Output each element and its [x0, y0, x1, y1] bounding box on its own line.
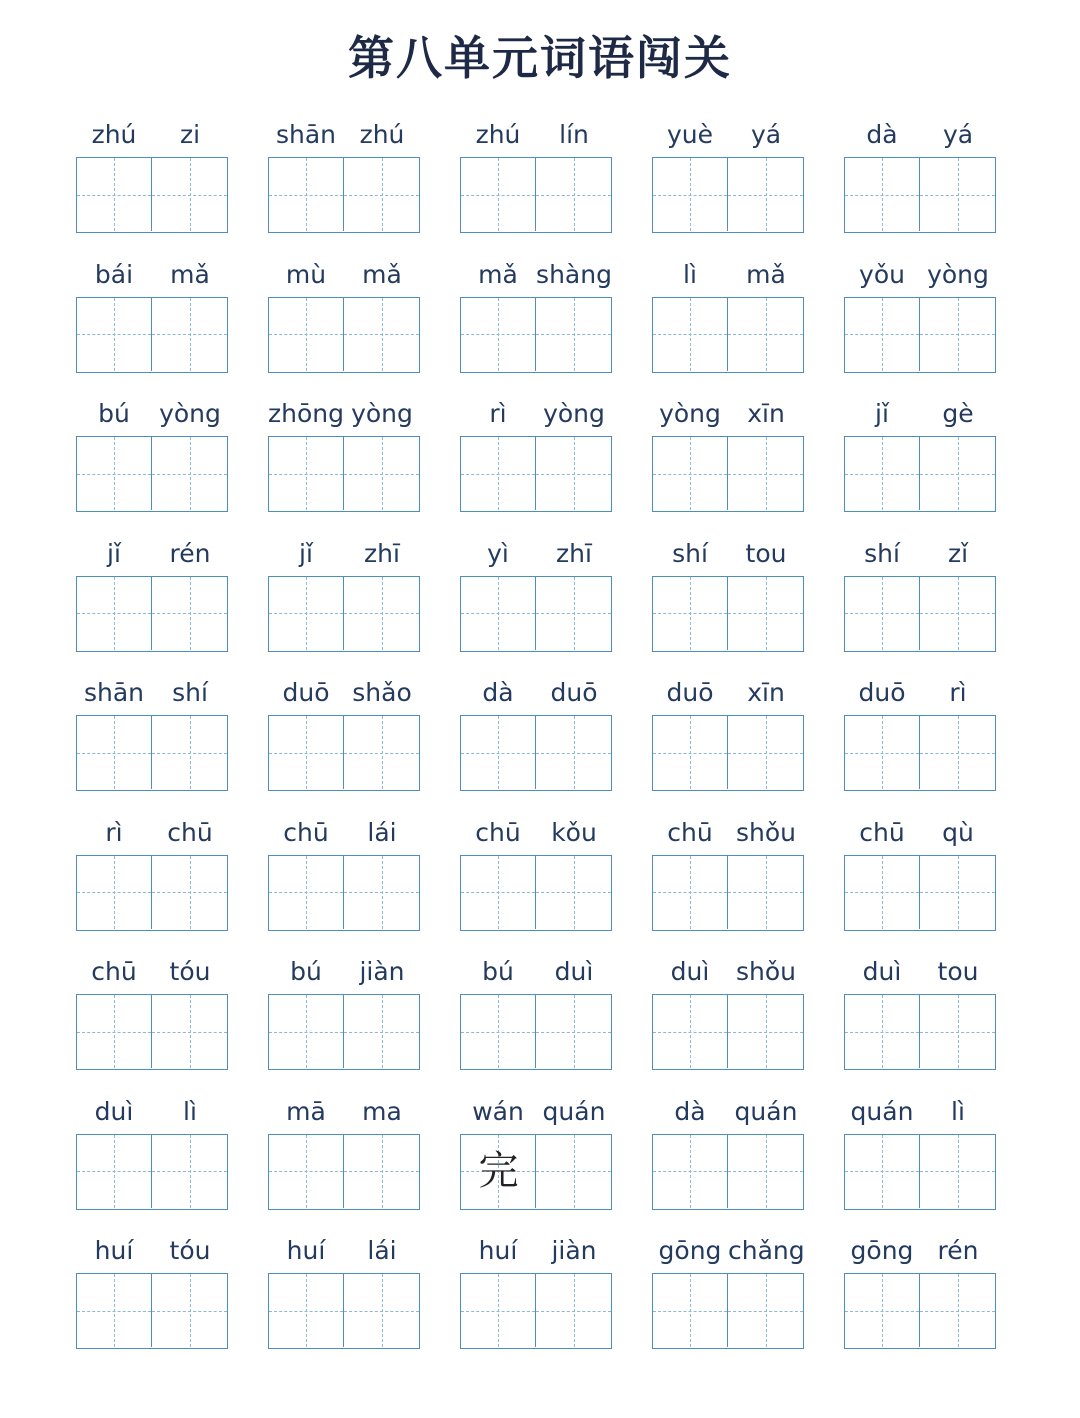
writing-cell[interactable] [728, 577, 803, 650]
writing-cell[interactable] [536, 1274, 611, 1347]
writing-cell[interactable] [536, 158, 611, 231]
pinyin-left: yǒu [859, 259, 905, 289]
writing-cell[interactable] [344, 158, 419, 231]
pinyin-right: zǐ [947, 538, 969, 568]
writing-cell[interactable] [461, 298, 536, 371]
pinyin-right: chǎng [728, 1236, 805, 1265]
pinyin-left: bú [290, 957, 322, 986]
writing-cell[interactable] [728, 995, 803, 1068]
writing-cell[interactable] [77, 298, 152, 371]
writing-cell[interactable] [461, 995, 536, 1068]
writing-box [652, 157, 804, 233]
writing-cell[interactable] [845, 577, 920, 650]
pinyin-left: jǐ [875, 399, 889, 428]
writing-cell[interactable] [77, 995, 152, 1068]
word-item [460, 1094, 612, 1210]
word-item [268, 1094, 420, 1210]
writing-cell[interactable] [269, 437, 344, 510]
writing-cell[interactable] [728, 1274, 803, 1347]
pinyin-right: lái [367, 817, 397, 847]
writing-cell[interactable] [653, 437, 728, 510]
pinyin-right: duō [550, 678, 598, 707]
word-item [652, 1094, 804, 1210]
writing-cell[interactable] [845, 856, 920, 929]
writing-box [76, 715, 228, 791]
writing-box [460, 1273, 612, 1349]
word-item [652, 954, 804, 1070]
pinyin-left: gōng [850, 1236, 914, 1265]
pinyin-left: shí [864, 538, 900, 568]
writing-cell[interactable] [920, 298, 995, 371]
word-item [76, 954, 228, 1070]
pinyin-left: huí [478, 1236, 518, 1265]
writing-cell[interactable] [344, 298, 419, 371]
word-item [652, 396, 804, 512]
writing-box [844, 157, 996, 233]
pinyin-right: tou [745, 538, 787, 568]
pinyin-right: xīn [747, 399, 785, 428]
pinyin-right: rén [937, 1236, 979, 1265]
pinyin-left: bái [94, 259, 134, 289]
writing-cell[interactable] [653, 298, 728, 371]
writing-box [844, 576, 996, 652]
writing-cell[interactable] [269, 158, 344, 231]
pinyin-left: wán [472, 1096, 524, 1126]
writing-box [844, 994, 996, 1070]
writing-cell[interactable] [269, 1274, 344, 1347]
writing-cell[interactable] [77, 1274, 152, 1347]
word-item [844, 396, 996, 512]
pinyin-right: yá [750, 120, 782, 149]
pinyin-right: chū [167, 817, 213, 847]
word-item [652, 675, 804, 791]
pinyin-left: rì [105, 817, 123, 847]
writing-cell[interactable] [653, 995, 728, 1068]
writing-box [844, 855, 996, 931]
word-item [76, 396, 228, 512]
word-item [460, 954, 612, 1070]
writing-cell[interactable] [344, 856, 419, 929]
pinyin-left: yòng [659, 399, 721, 428]
writing-box [76, 1134, 228, 1210]
writing-cell[interactable] [920, 1135, 995, 1208]
pinyin-right: yòng [543, 399, 605, 428]
writing-cell[interactable] [536, 298, 611, 371]
pinyin-left: duì [862, 957, 902, 986]
pinyin-left: huí [94, 1236, 134, 1265]
word-item [76, 117, 228, 233]
pinyin-left: zhōng [268, 399, 344, 428]
writing-cell[interactable] [152, 995, 227, 1068]
word-item [652, 815, 804, 931]
writing-cell[interactable] [77, 158, 152, 231]
writing-cell[interactable] [536, 716, 611, 789]
writing-cell[interactable] [77, 716, 152, 789]
writing-box [460, 994, 612, 1070]
word-item [844, 815, 996, 931]
writing-cell[interactable] [344, 577, 419, 650]
pinyin-right: ma [362, 1096, 402, 1126]
writing-box [76, 157, 228, 233]
writing-box [460, 297, 612, 373]
pinyin-left: dà [482, 678, 514, 707]
writing-cell[interactable] [461, 856, 536, 929]
word-item [460, 117, 612, 233]
writing-cell[interactable] [728, 856, 803, 929]
pinyin-right: mǎ [746, 259, 786, 289]
writing-cell[interactable] [461, 716, 536, 789]
word-item [268, 1233, 420, 1349]
pinyin-right: zi [179, 120, 201, 149]
pinyin-right: shàng [536, 259, 612, 289]
writing-cell[interactable] [77, 856, 152, 929]
pinyin-right: zhī [556, 538, 592, 568]
word-item [76, 1233, 228, 1349]
writing-cell[interactable] [344, 437, 419, 510]
pinyin-right: zhī [364, 538, 400, 568]
word-item [460, 396, 612, 512]
writing-box [460, 1134, 612, 1210]
writing-box [76, 297, 228, 373]
writing-cell[interactable] [920, 856, 995, 929]
word-item [268, 117, 420, 233]
pinyin-right: shí [172, 678, 208, 707]
pinyin-right: zhú [359, 120, 405, 149]
pinyin-right: rén [169, 538, 211, 568]
writing-cell[interactable] [653, 158, 728, 231]
pinyin-right: shǒu [735, 957, 796, 986]
pinyin-right: mǎ [170, 259, 210, 289]
pinyin-right: rì [949, 678, 967, 707]
word-item [652, 1233, 804, 1349]
pinyin-left: jǐ [107, 538, 121, 568]
writing-cell[interactable] [269, 856, 344, 929]
writing-box [268, 1134, 420, 1210]
pinyin-right: lì [951, 1096, 965, 1126]
writing-cell[interactable] [728, 1135, 803, 1208]
writing-box [268, 715, 420, 791]
writing-box [268, 576, 420, 652]
pinyin-left: dà [674, 1096, 706, 1126]
writing-cell[interactable] [461, 1135, 536, 1208]
pinyin-left: gōng [658, 1236, 722, 1265]
writing-box [652, 715, 804, 791]
pinyin-right: yòng [351, 399, 413, 428]
word-item [460, 1233, 612, 1349]
writing-box [844, 297, 996, 373]
writing-cell[interactable] [152, 158, 227, 231]
writing-cell[interactable] [461, 158, 536, 231]
writing-box [76, 436, 228, 512]
writing-cell[interactable] [152, 437, 227, 510]
writing-cell[interactable] [269, 298, 344, 371]
writing-box [460, 436, 612, 512]
writing-cell[interactable] [536, 1135, 611, 1208]
pinyin-left: bú [98, 399, 130, 428]
writing-cell[interactable] [728, 298, 803, 371]
writing-cell[interactable] [845, 1135, 920, 1208]
pinyin-right: tóu [169, 957, 211, 986]
pinyin-left: bú [482, 957, 514, 986]
pinyin-left: lì [683, 259, 697, 289]
pinyin-left: zhú [91, 120, 137, 149]
pinyin-left: duō [858, 678, 906, 707]
writing-cell[interactable] [344, 1274, 419, 1347]
writing-box [652, 436, 804, 512]
pinyin-left: duì [670, 957, 710, 986]
pinyin-left: mù [285, 259, 327, 289]
writing-cell[interactable] [845, 1274, 920, 1347]
writing-cell[interactable] [77, 577, 152, 650]
writing-box [268, 1273, 420, 1349]
handwritten-character: 完 [478, 1147, 519, 1194]
writing-cell[interactable] [920, 577, 995, 650]
word-item [76, 536, 228, 652]
writing-box [652, 855, 804, 931]
writing-box [844, 436, 996, 512]
writing-cell[interactable] [344, 995, 419, 1068]
pinyin-left: zhú [475, 120, 521, 149]
pinyin-right: lì [183, 1096, 197, 1126]
pinyin-left: shí [672, 538, 708, 568]
writing-cell[interactable] [152, 577, 227, 650]
word-item [652, 536, 804, 652]
word-item [652, 117, 804, 233]
writing-cell[interactable] [536, 995, 611, 1068]
writing-cell[interactable] [653, 856, 728, 929]
writing-cell[interactable] [269, 716, 344, 789]
writing-cell[interactable] [77, 437, 152, 510]
word-item [844, 257, 996, 373]
pinyin-left: huí [286, 1236, 326, 1265]
pinyin-left: mǎ [478, 259, 518, 289]
writing-box [460, 157, 612, 233]
pinyin-right: jiàn [359, 957, 405, 986]
word-item [844, 675, 996, 791]
pinyin-left: jǐ [299, 538, 313, 568]
word-item [844, 536, 996, 652]
word-item [268, 396, 420, 512]
word-item [844, 1233, 996, 1349]
writing-cell[interactable] [152, 1274, 227, 1347]
writing-box [76, 994, 228, 1070]
writing-box [268, 297, 420, 373]
writing-box [460, 855, 612, 931]
writing-cell[interactable] [536, 856, 611, 929]
writing-cell[interactable] [344, 716, 419, 789]
pinyin-right: lín [559, 120, 589, 149]
writing-cell[interactable] [152, 1135, 227, 1208]
pinyin-left: mā [286, 1096, 326, 1126]
writing-cell[interactable] [920, 716, 995, 789]
writing-box [844, 715, 996, 791]
writing-cell[interactable] [269, 1135, 344, 1208]
pinyin-right: quán [734, 1096, 798, 1126]
word-item [460, 815, 612, 931]
writing-box [268, 436, 420, 512]
word-item [844, 117, 996, 233]
writing-box [268, 994, 420, 1070]
pinyin-right: kǒu [551, 817, 597, 847]
writing-box [652, 1134, 804, 1210]
pinyin-right: yòng [927, 259, 989, 289]
writing-cell[interactable] [536, 437, 611, 510]
writing-box [844, 1134, 996, 1210]
writing-cell[interactable] [536, 577, 611, 650]
pinyin-right: duì [554, 957, 594, 986]
pinyin-left: dà [866, 120, 898, 149]
writing-cell[interactable] [461, 1274, 536, 1347]
pinyin-right: jiàn [551, 1236, 597, 1265]
writing-cell[interactable] [653, 1135, 728, 1208]
word-item [844, 954, 996, 1070]
word-item [460, 536, 612, 652]
writing-cell[interactable] [845, 716, 920, 789]
writing-cell[interactable] [269, 577, 344, 650]
pinyin-left: shān [275, 120, 337, 149]
word-item [652, 257, 804, 373]
pinyin-left: chū [283, 817, 329, 847]
writing-box [76, 1273, 228, 1349]
writing-cell[interactable] [653, 577, 728, 650]
writing-cell[interactable] [845, 437, 920, 510]
word-item [76, 815, 228, 931]
pinyin-right: qù [942, 817, 974, 847]
writing-cell[interactable] [653, 1274, 728, 1347]
pinyin-left: quán [850, 1096, 914, 1126]
word-item [76, 1094, 228, 1210]
pinyin-left: duō [282, 678, 330, 707]
writing-box [844, 1273, 996, 1349]
pinyin-right: tóu [169, 1236, 211, 1265]
word-item [76, 675, 228, 791]
writing-box [268, 855, 420, 931]
pinyin-right: mǎ [362, 259, 402, 289]
pinyin-right: lái [367, 1236, 397, 1265]
writing-cell[interactable] [461, 577, 536, 650]
writing-box [460, 576, 612, 652]
writing-cell[interactable] [845, 995, 920, 1068]
writing-box [652, 994, 804, 1070]
pinyin-left: shān [83, 678, 145, 707]
word-item [76, 257, 228, 373]
writing-cell[interactable] [920, 1274, 995, 1347]
page-title: 第八单元词语闯关 [348, 31, 732, 85]
pinyin-right: yòng [159, 399, 221, 428]
pinyin-left: chū [859, 817, 905, 847]
writing-cell[interactable] [152, 856, 227, 929]
writing-cell[interactable] [152, 298, 227, 371]
pinyin-left: chū [475, 817, 521, 847]
writing-box [460, 715, 612, 791]
writing-cell[interactable] [845, 158, 920, 231]
word-item [844, 1094, 996, 1210]
word-item [460, 257, 612, 373]
word-item [268, 954, 420, 1070]
writing-cell[interactable] [344, 1135, 419, 1208]
writing-cell[interactable] [152, 716, 227, 789]
writing-box [652, 576, 804, 652]
writing-cell[interactable] [77, 1135, 152, 1208]
writing-cell[interactable] [269, 995, 344, 1068]
pinyin-left: chū [667, 817, 713, 847]
pinyin-right: xīn [747, 678, 785, 707]
writing-box [652, 297, 804, 373]
pinyin-left: chū [91, 957, 137, 986]
writing-box [76, 855, 228, 931]
writing-box [268, 157, 420, 233]
word-item [268, 257, 420, 373]
writing-cell[interactable] [920, 437, 995, 510]
pinyin-left: rì [489, 399, 507, 428]
writing-cell[interactable] [920, 995, 995, 1068]
pinyin-left: duì [94, 1096, 134, 1126]
pinyin-right: yá [942, 120, 974, 149]
word-item [268, 815, 420, 931]
word-item [268, 675, 420, 791]
pinyin-right: quán [542, 1096, 606, 1126]
writing-cell[interactable] [653, 716, 728, 789]
writing-box [652, 1273, 804, 1349]
writing-cell[interactable] [920, 158, 995, 231]
pinyin-left: yì [487, 538, 509, 568]
word-item [460, 675, 612, 791]
writing-cell[interactable] [728, 158, 803, 231]
pinyin-right: gè [942, 399, 974, 428]
pinyin-left: yuè [666, 120, 714, 149]
pinyin-right: shǎo [352, 678, 412, 707]
writing-cell[interactable] [461, 437, 536, 510]
pinyin-right: shǒu [735, 817, 796, 847]
pinyin-left: duō [666, 678, 714, 707]
writing-cell[interactable] [728, 437, 803, 510]
writing-cell[interactable] [728, 716, 803, 789]
pinyin-right: tou [937, 957, 979, 986]
word-item [268, 536, 420, 652]
writing-box [76, 576, 228, 652]
writing-cell[interactable] [845, 298, 920, 371]
